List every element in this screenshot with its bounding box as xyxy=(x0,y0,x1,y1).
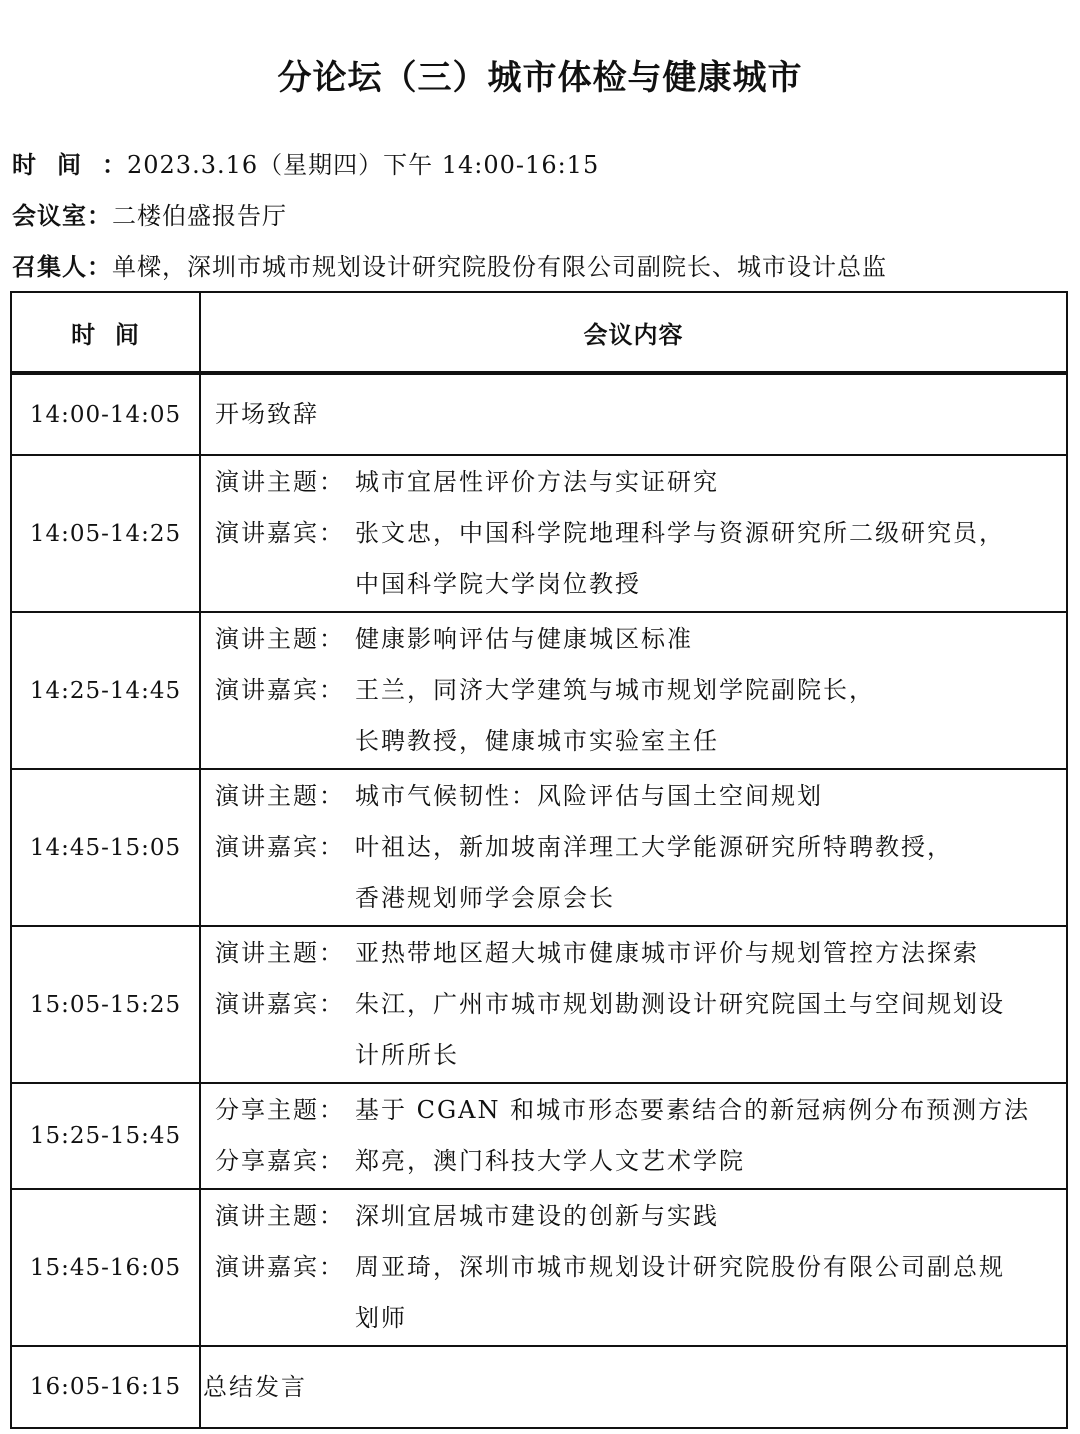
topic-text: 深圳宜居城市建设的创新与实践 xyxy=(355,1202,719,1230)
header-content: 会议内容 xyxy=(200,292,1067,373)
row-content xyxy=(200,455,1067,612)
row-time: 16:05-16:15 xyxy=(11,1346,200,1428)
table-row xyxy=(11,1189,1067,1346)
row-content xyxy=(200,373,1067,455)
table-row xyxy=(11,926,1067,1083)
meta-convener xyxy=(12,247,887,282)
meta-room xyxy=(12,196,287,231)
table-row xyxy=(11,769,1067,926)
topic-label: 演讲主题： xyxy=(215,782,345,810)
meta-convener-label: 召集人 xyxy=(12,253,87,281)
speaker-text: 张文忠，中国科学院地理科学与资源研究所二级研究员， xyxy=(355,519,1005,547)
speaker-line xyxy=(215,1242,1056,1293)
row-content xyxy=(200,769,1067,926)
topic-line xyxy=(215,1191,1056,1242)
topic-label: 演讲主题： xyxy=(215,1202,345,1230)
topic-line xyxy=(215,614,1056,665)
row-time: 14:00-14:05 xyxy=(11,373,200,455)
row-content xyxy=(200,612,1067,769)
topic-label: 演讲主题： xyxy=(215,625,345,653)
speaker-label: 演讲嘉宾： xyxy=(215,676,345,704)
header-time: 时 间 xyxy=(11,292,200,373)
schedule-table xyxy=(10,291,1068,1429)
row-content xyxy=(200,1189,1067,1346)
row-content xyxy=(200,1346,1067,1428)
topic-label: 演讲主题： xyxy=(215,939,345,967)
meta-separator: ： xyxy=(87,202,112,230)
speaker-line xyxy=(215,822,1056,873)
speaker-label: 分享嘉宾： xyxy=(215,1147,345,1175)
speaker-line-continued: 中国科学院大学岗位教授 xyxy=(355,570,641,598)
row-time: 15:45-16:05 xyxy=(11,1189,200,1346)
speaker-text: 叶祖达，新加坡南洋理工大学能源研究所特聘教授， xyxy=(355,833,953,861)
topic-line xyxy=(215,457,1056,508)
speaker-line xyxy=(215,508,1056,559)
table-row xyxy=(11,1346,1067,1428)
row-time: 14:45-15:05 xyxy=(11,769,200,926)
row-time: 15:25-15:45 xyxy=(11,1083,200,1189)
topic-text: 基于 CGAN 和城市形态要素结合的新冠病例分布预测方法 xyxy=(355,1096,1031,1124)
meta-separator: ： xyxy=(102,151,127,179)
topic-text: 城市宜居性评价方法与实证研究 xyxy=(355,468,719,496)
speaker-label: 演讲嘉宾： xyxy=(215,519,345,547)
speaker-line-continued: 划师 xyxy=(355,1304,407,1332)
topic-label: 分享主题： xyxy=(215,1096,345,1124)
table-header-row xyxy=(11,292,1067,373)
speaker-line xyxy=(215,979,1056,1030)
speaker-line-continued: 计所所长 xyxy=(355,1041,459,1069)
speaker-text: 周亚琦，深圳市城市规划设计研究院股份有限公司副总规 xyxy=(355,1253,1005,1281)
row-time: 14:25-14:45 xyxy=(11,612,200,769)
table-row xyxy=(11,612,1067,769)
topic-line xyxy=(215,928,1056,979)
speaker-line-continued: 长聘教授，健康城市实验室主任 xyxy=(355,727,719,755)
page-title: 分论坛（三）城市体检与健康城市 xyxy=(277,58,803,98)
row-time: 15:05-15:25 xyxy=(11,926,200,1083)
row-text: 开场致辞 xyxy=(215,400,319,428)
meta-time-value: 2023.3.16（星期四）下午 14:00-16:15 xyxy=(127,151,600,179)
row-content xyxy=(200,1083,1067,1189)
meta-room-label: 会议室 xyxy=(12,202,87,230)
row-text: 总结发言 xyxy=(203,1372,307,1401)
meta-room-value: 二楼伯盛报告厅 xyxy=(112,202,287,230)
speaker-line-continued: 香港规划师学会原会长 xyxy=(355,884,615,912)
meta-time xyxy=(12,145,599,180)
speaker-label: 演讲嘉宾： xyxy=(215,990,345,1018)
speaker-label: 演讲嘉宾： xyxy=(215,833,345,861)
speaker-text: 郑亮，澳门科技大学人文艺术学院 xyxy=(355,1147,745,1175)
row-content xyxy=(200,926,1067,1083)
table-row xyxy=(11,373,1067,455)
row-time: 14:05-14:25 xyxy=(11,455,200,612)
speaker-line xyxy=(215,665,1056,716)
topic-text: 健康影响评估与健康城区标准 xyxy=(355,625,693,653)
topic-line xyxy=(215,771,1056,822)
speaker-text: 朱江，广州市城市规划勘测设计研究院国土与空间规划设 xyxy=(355,990,1005,1018)
table-row xyxy=(11,1083,1067,1189)
topic-line xyxy=(215,1085,1056,1136)
topic-text: 亚热带地区超大城市健康城市评价与规划管控方法探索 xyxy=(355,939,979,967)
topic-label: 演讲主题： xyxy=(215,468,345,496)
speaker-label: 演讲嘉宾： xyxy=(215,1253,345,1281)
speaker-text: 王兰，同济大学建筑与城市规划学院副院长， xyxy=(355,676,875,704)
topic-text: 城市气候韧性：风险评估与国土空间规划 xyxy=(355,782,823,810)
table-row xyxy=(11,455,1067,612)
meta-separator: ： xyxy=(87,253,112,281)
meta-convener-value: 单樑，深圳市城市规划设计研究院股份有限公司副院长、城市设计总监 xyxy=(112,253,887,281)
meta-time-label: 时间 xyxy=(12,151,102,179)
speaker-line xyxy=(215,1136,1056,1187)
